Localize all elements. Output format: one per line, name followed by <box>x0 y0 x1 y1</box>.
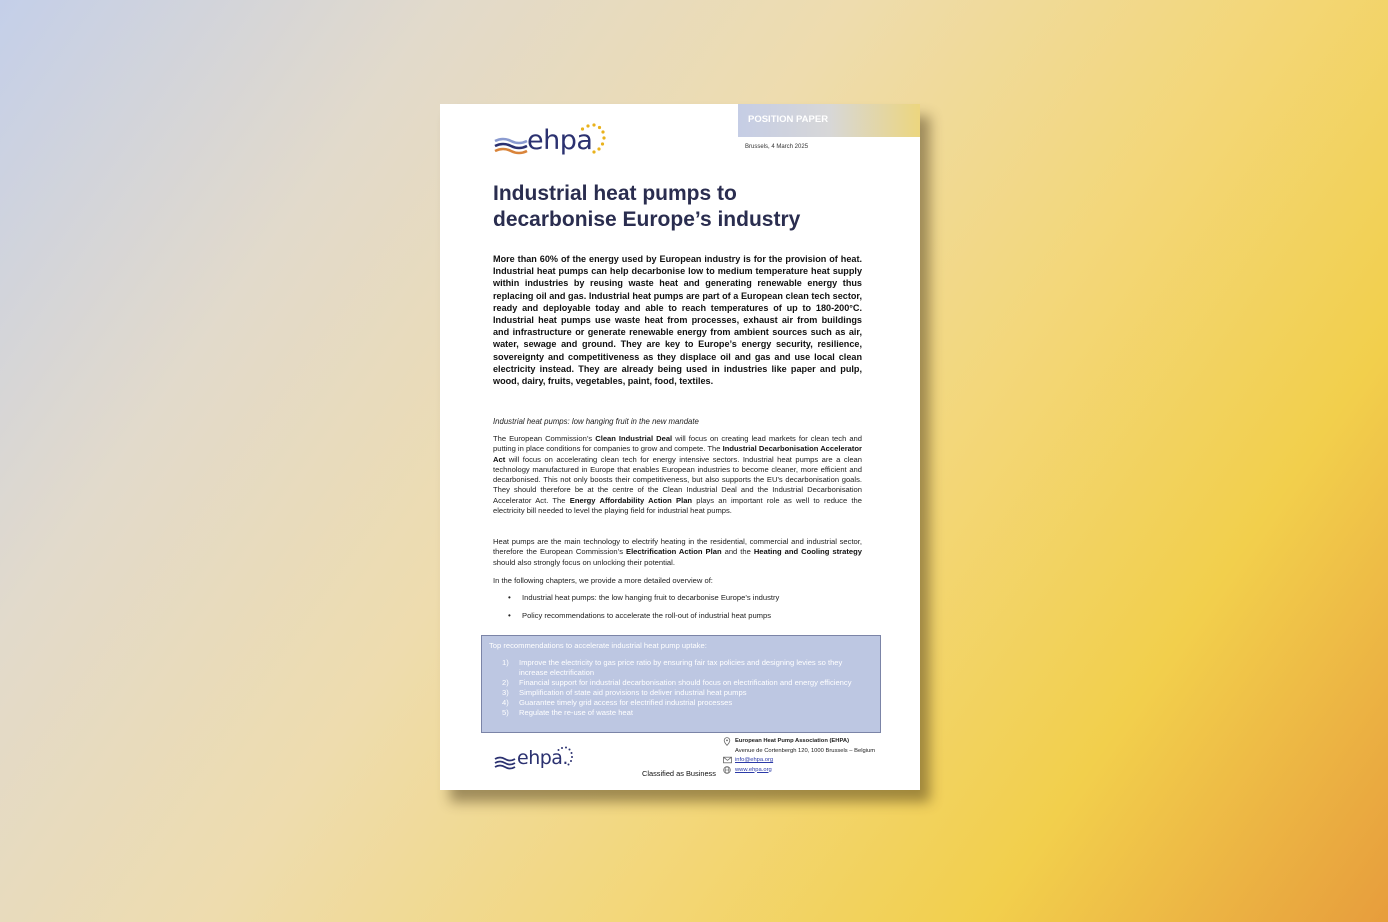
contact-org-name: European Heat Pump Association (EHPA) <box>735 738 850 744</box>
p2-bold-2: Heating and Cooling strategy <box>753 547 862 557</box>
p1-text-2: will focus on creating lead markets for clean tech and putting in place conditions for companies to grow and compete. The <box>493 434 862 454</box>
recommendation-text: Financial support for industrial decarbonisation should focus on electrification and energy efficiency <box>519 678 852 688</box>
body-paragraph-2 <box>493 537 862 568</box>
recommendation-number: 2) <box>502 678 509 688</box>
position-paper-band <box>738 104 920 137</box>
recommendation-number: 4) <box>502 698 509 708</box>
recommendation-number: 1) <box>502 658 509 667</box>
p1-text-1: The European Commission’s <box>493 434 596 443</box>
list-item: • Policy recommendations to accelerate the roll-out of industrial heat pumps <box>493 611 862 629</box>
footer-ehpa-logo <box>494 744 584 776</box>
recommendation-number: 5) <box>502 708 509 718</box>
contact-email-row <box>723 756 913 766</box>
recommendations-title: Top recommendations to accelerate industrial heat pump uptake: <box>489 641 707 650</box>
ehpa-logo <box>494 120 614 160</box>
recommendations-list <box>502 658 872 719</box>
contact-address: Avenue de Cortenbergh 120, 1000 Brussels – Belgium <box>735 747 876 754</box>
document-page <box>440 104 920 790</box>
recommendation-text: Simplification of state aid provisions to deliver industrial heat pumps <box>519 688 747 698</box>
section-subheading: Industrial heat pumps: low hanging fruit in the new mandate <box>493 417 699 426</box>
title-line-1: Industrial heat pumps to <box>493 182 737 205</box>
recommendation-number: 3) <box>502 688 509 698</box>
footer-logo-text: ehpa. <box>517 747 568 769</box>
p2-bold-1: Electrification Action Plan <box>626 547 722 557</box>
p1-bold-1: Clean Industrial Deal <box>595 434 673 443</box>
p1-text-3: will focus on accelerating clean tech for energy intensive sectors. Industrial heat pumps are a clean technology manufactured in Europe that enables European industries to become cleaner, more efficient and decarbonised. This not only boosts their competitiveness, but also supports the EU's decarbonisation goals. They should therefore be at the centre of the Clean Industrial Deal and the Industrial Decarbonisation Accelerator Act. The <box>493 454 862 505</box>
position-paper-label: POSITION PAPER <box>748 114 829 125</box>
overview-list <box>493 593 862 629</box>
contact-block <box>723 737 913 775</box>
recommendation-text: Regulate the re-use of waste heat <box>519 708 633 718</box>
document-title <box>493 181 893 233</box>
recommendations-box <box>481 635 881 733</box>
recommendation-text: Improve the electricity to gas price ratio by ensuring fair tax policies and designing levies so they increase electrification <box>519 658 843 678</box>
p1-bold-3: Energy Affordability Action Plan <box>569 495 693 505</box>
globe-icon <box>723 766 731 774</box>
contact-address-row <box>723 747 913 757</box>
p2-text-1: Heat pumps are the main technology to electrify heating in the residential, commercial and industrial sector, therefore the European Commission’s <box>493 537 862 557</box>
recommendation-text: Guarantee timely grid access for electrified industrial processes <box>519 698 733 708</box>
contact-website-row <box>723 766 913 776</box>
body-paragraph-1 <box>493 434 862 516</box>
recommendation-item <box>502 658 872 678</box>
body-paragraph-3: In the following chapters, we provide a more detailed overview of: <box>493 576 713 585</box>
p1-text-4: plays an important role as well to reduce the electricity bill needed to level the playing field for industrial heat pumps. <box>493 495 862 516</box>
recommendation-item <box>502 708 872 718</box>
classification-label: Classified as Business <box>642 769 716 778</box>
recommendation-item <box>502 678 872 688</box>
intro-paragraph: More than 60% of the energy used by European industry is for the provision of heat. Industrial heat pumps can help decarbonise low to medium temperature heat supply within industries by reusing waste heat and generating renewable energy thus replacing oil and gas. Industrial heat pumps are part of a European clean tech sector, ready and deployable today and able to reach temperatures of up to 180-200°C. Industrial heat pumps use waste heat from processes, exhaust air from buildings and infrastructure or generate renewable energy from ambient sources such as air, water, sewage and ground. They are key to Europe’s energy security, resilience, sovereignty and competitiveness as they displace oil and gas and use local clean electricity instead. They are already being used in industries like paper and pulp, wood, dairy, fruits, vegetables, paint, food, textiles. <box>493 254 862 387</box>
recommendation-item <box>502 698 872 708</box>
p1-bold-2: Industrial Decarbonisation Accelerator Act <box>493 444 862 464</box>
contact-org-row <box>723 737 913 747</box>
title-line-2: decarbonise Europe’s industry <box>493 208 801 231</box>
location-pin-icon <box>723 737 731 746</box>
p2-text-3: should also strongly focus on unlocking their potential. <box>493 557 675 567</box>
ehpa-logo-text: ehpa <box>527 125 593 156</box>
envelope-icon <box>723 756 732 764</box>
contact-email-link[interactable]: info@ehpa.org <box>735 757 774 763</box>
contact-website-link[interactable]: www.ehpa.org <box>735 766 772 773</box>
p2-text-2: and the <box>721 547 754 557</box>
recommendation-item <box>502 688 872 698</box>
list-item: • Industrial heat pumps: the low hanging fruit to decarbonise Europe’s industry <box>493 593 862 611</box>
dateline: Brussels, 4 March 2025 <box>745 144 809 150</box>
